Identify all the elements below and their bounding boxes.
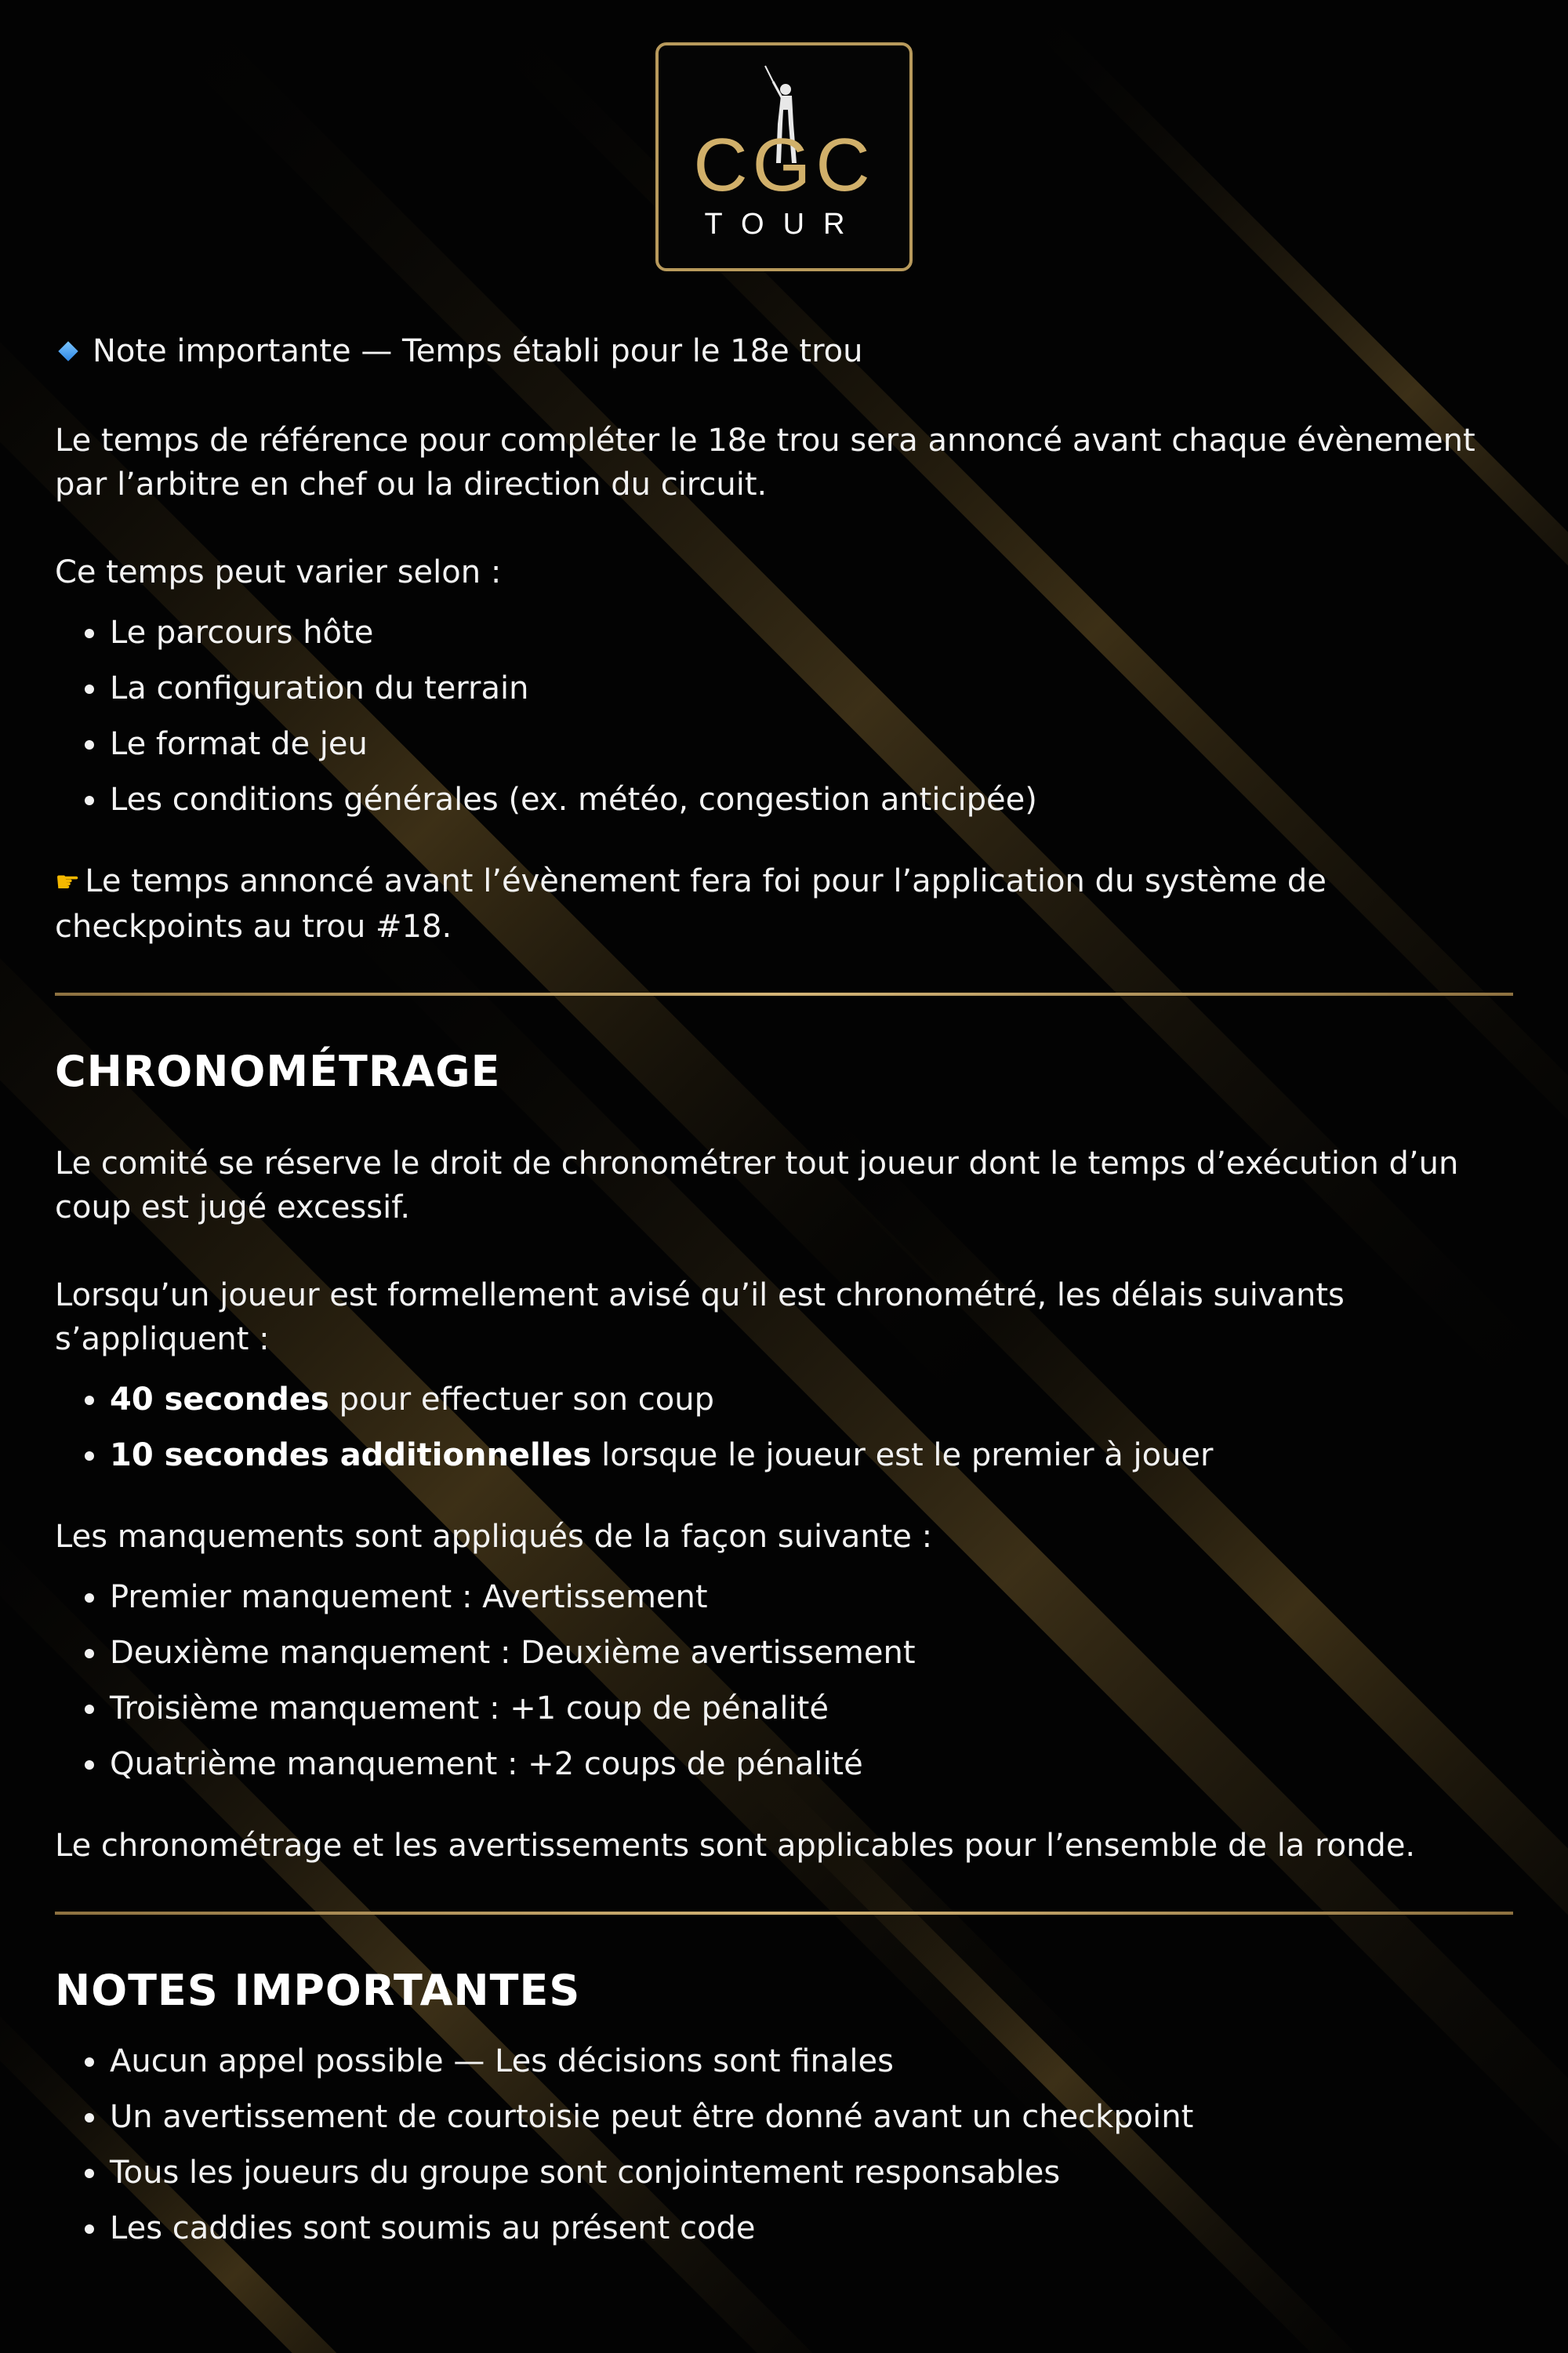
list-item: Quatrième manquement : +2 coups de pénalité <box>55 1737 1513 1792</box>
list-item: Un avertissement de courtoisie peut être donné avant un checkpoint <box>55 2090 1513 2145</box>
section-divider <box>55 1912 1513 1915</box>
list-item: Aucun appel possible — Les décisions sont finales <box>55 2034 1513 2090</box>
chrono-title: CHRONOMÉTRAGE <box>55 1047 501 1096</box>
timing-list <box>55 1372 1513 1483</box>
list-item <box>55 1372 1513 1428</box>
cgc-tour-logo <box>655 42 913 271</box>
list-item: Le format de jeu <box>55 717 1513 772</box>
chrono-paragraph-2: Lorsqu’un joueur est formellement avisé qu’il est chronométré, les délais suivants s’appliquent : <box>55 1277 1345 1357</box>
list-item: Troisième manquement : +1 coup de pénalité <box>55 1681 1513 1737</box>
list-item: Premier manquement : Avertissement <box>55 1570 1513 1625</box>
notes-list <box>55 2034 1513 2257</box>
penalty-list <box>55 1570 1513 1792</box>
list-item <box>55 1428 1513 1483</box>
timing-bold: 10 secondes additionnelles <box>110 1437 592 1473</box>
list-item: Tous les joueurs du groupe sont conjointement responsables <box>55 2145 1513 2201</box>
notes-title: NOTES IMPORTANTES <box>55 1966 581 2015</box>
pointing-hand-icon: ☛ <box>55 866 81 899</box>
list-item: Deuxième manquement : Deuxième avertissement <box>55 1625 1513 1681</box>
golfer-logo-icon <box>659 45 909 268</box>
chrono-paragraph-4: Le chronométrage et les avertissements sont applicables pour l’ensemble de la ronde. <box>55 1828 1416 1864</box>
logo-letters: CGC <box>693 123 875 207</box>
section-divider <box>55 993 1513 996</box>
timing-bold: 40 secondes <box>110 1382 329 1418</box>
chrono-paragraph-1: Le comité se réserve le droit de chronométrer tout joueur dont le temps d’exécution d’un coup est jugé excessif. <box>55 1146 1459 1226</box>
list-item: Les caddies sont soumis au présent code <box>55 2201 1513 2257</box>
note-list <box>55 605 1513 828</box>
main-content <box>55 329 1513 2257</box>
list-item: Les conditions générales (ex. météo, congestion anticipée) <box>55 772 1513 828</box>
note-paragraph-2: Ce temps peut varier selon : <box>55 554 502 590</box>
chrono-paragraph-3: Les manquements sont appliqués de la façon suivante : <box>55 1519 933 1555</box>
list-item: Le parcours hôte <box>55 605 1513 661</box>
note-paragraph-1: Le temps de référence pour compléter le 18e trou sera annoncé avant chaque évènement par l’arbitre en chef ou la direction du circuit. <box>55 423 1475 503</box>
blue-diamond-icon <box>58 341 78 361</box>
timing-rest: pour effectuer son coup <box>328 1382 715 1418</box>
note-heading-text: Note importante — Temps établi pour le 18e trou <box>93 333 863 369</box>
timing-rest: lorsque le joueur est le premier à jouer <box>591 1437 1214 1473</box>
note-heading <box>55 329 1513 373</box>
pointer-paragraph <box>55 859 1513 949</box>
pointer-text: Le temps annoncé avant l’évènement fera foi pour l’application du système de checkpoints au trou #18. <box>55 863 1327 945</box>
list-item: La configuration du terrain <box>55 661 1513 717</box>
logo-word: TOUR <box>704 208 864 241</box>
